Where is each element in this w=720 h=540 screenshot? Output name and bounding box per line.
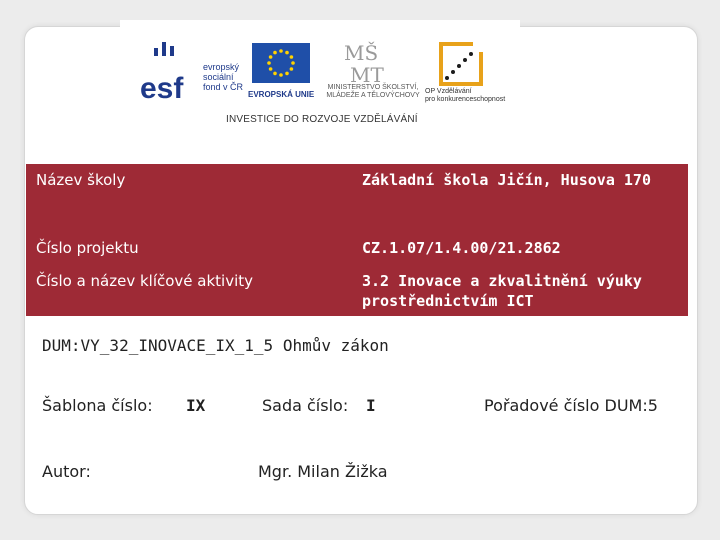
msmt-label-line: MLÁDEŽE A TĚLOVÝCHOVY [326, 92, 420, 99]
esf-line: fond v ČR [203, 82, 244, 92]
project-number-label: Číslo projektu [36, 239, 139, 257]
msmt-logo-icon [340, 40, 400, 84]
tagline: INVESTICE DO ROZVOJE VZDĚLÁVÁNÍ [226, 114, 418, 125]
eu-flag-icon [252, 43, 310, 83]
svg-text:MŠ: MŠ [344, 41, 379, 65]
school-name-label: Název školy [36, 171, 126, 189]
op-vk-label [425, 88, 515, 104]
msmt-label [318, 84, 428, 100]
template-number-label: Šablona číslo: [42, 396, 153, 415]
template-number-value: IX [186, 396, 206, 415]
msmt-label-line: MINISTERSTVO ŠKOLSTVÍ, [327, 84, 419, 91]
key-activity-value: 3.2 Inovace a zkvalitnění výuky prostřednictvím ICT [362, 272, 642, 310]
op-vk-label-line: pro konkurenceschopnost [425, 96, 506, 103]
esf-line: sociální [203, 72, 234, 82]
svg-text:esf: esf [140, 72, 184, 102]
school-name-value: Základní škola Jičín, Husova 170 [362, 171, 651, 189]
esf-text [203, 62, 243, 92]
set-number-value: I [366, 396, 376, 415]
key-activity-label: Číslo a název klíčové aktivity [36, 272, 254, 290]
esf-line: evropský [203, 62, 240, 72]
author-value: Mgr. Milan Žižka [258, 462, 388, 481]
op-vk-label-line: OP Vzdělávání [425, 88, 472, 95]
svg-text:MT: MT [350, 63, 384, 84]
eu-label: EVROPSKÁ UNIE [248, 90, 315, 99]
dum-title: DUM:VY_32_INOVACE_IX_1_5 Ohmův zákon [42, 336, 389, 355]
op-vk-logo-icon [437, 40, 487, 90]
project-number-value: CZ.1.07/1.4.00/21.2862 [362, 239, 561, 257]
esf-logo-icon [140, 40, 185, 102]
dum-sequence-number: Pořadové číslo DUM:5 [484, 396, 658, 415]
author-label: Autor: [42, 462, 91, 481]
set-number-label: Sada číslo: [262, 396, 349, 415]
